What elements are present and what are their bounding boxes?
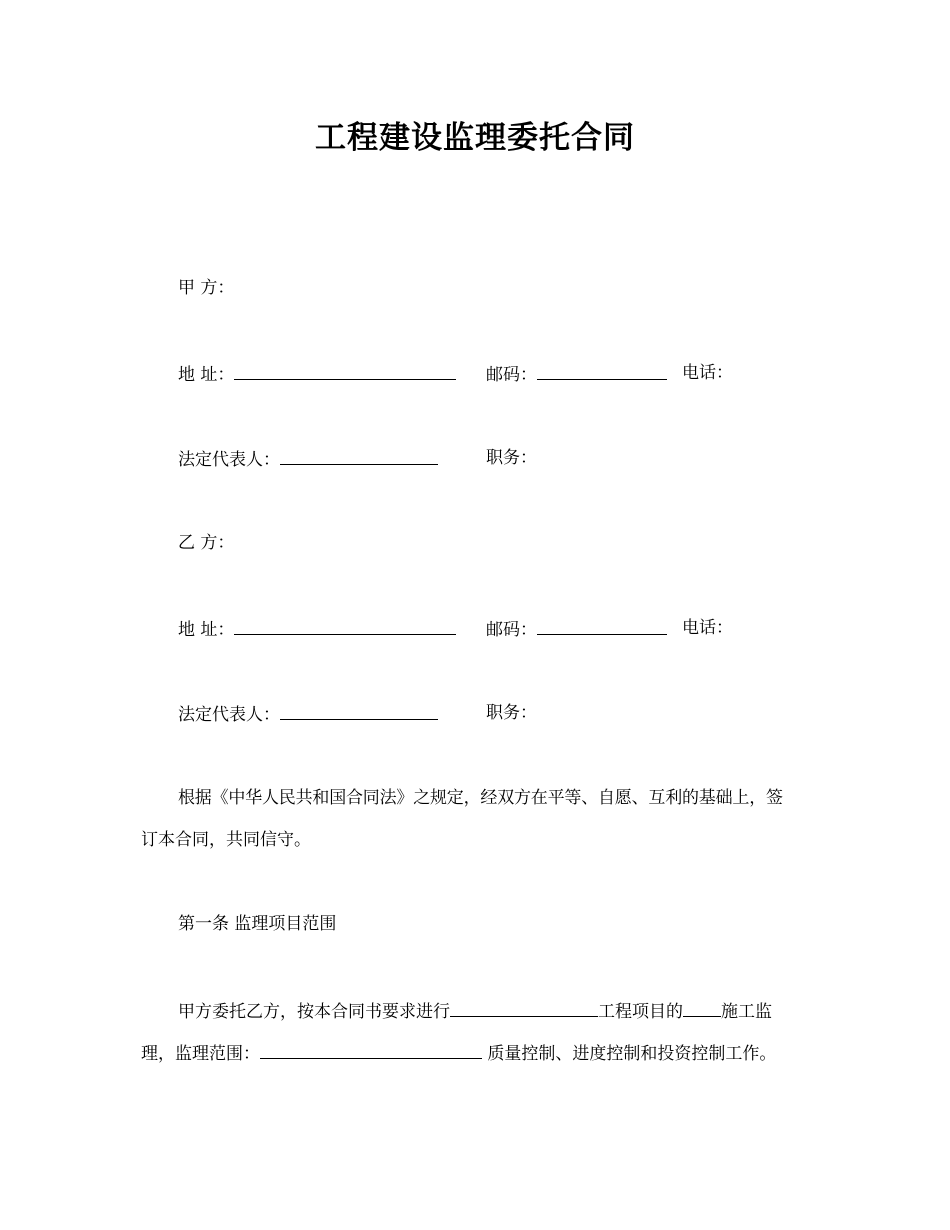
party-b-phone-label: 电话： [682, 618, 733, 638]
party-b-postcode-field[interactable] [537, 616, 667, 635]
article-1-heading: 第一条 监理项目范围 [178, 914, 337, 934]
document-title: 工程建设监理委托合同 [315, 120, 635, 156]
party-a-postcode-label: 邮码： [486, 365, 537, 385]
supervision-scope-field[interactable] [260, 1040, 482, 1059]
party-a-label: 甲 方： [178, 278, 235, 298]
party-b-rep-label: 法定代表人： [178, 705, 280, 725]
supervision-type-field[interactable] [683, 998, 721, 1017]
party-a-rep-field[interactable] [280, 446, 438, 465]
party-b-postcode-label: 邮码： [486, 620, 537, 640]
party-b-address-row [178, 616, 456, 642]
article-1-text-a: 甲方委托乙方，按本合同书要求进行 [178, 1002, 450, 1022]
party-a-postcode-field[interactable] [537, 361, 667, 380]
preamble-line-2: 订本合同，共同信守。 [141, 830, 311, 850]
party-b-rep-field[interactable] [280, 701, 438, 720]
article-1-text-c: 施工监 [721, 1002, 772, 1022]
article-1-text-e: 质量控制、进度控制和投资控制工作。 [482, 1044, 777, 1064]
party-b-postcode-row [486, 616, 667, 642]
party-a-postcode-row [486, 361, 667, 387]
party-a-rep-label: 法定代表人： [178, 450, 280, 470]
party-b-address-label: 地 址： [178, 620, 235, 640]
article-1-line-1 [178, 998, 772, 1024]
party-a-phone-label: 电话： [682, 363, 733, 383]
party-b-position-label: 职务： [486, 703, 537, 723]
party-a-rep-row [178, 446, 438, 472]
party-a-address-label: 地 址： [178, 365, 235, 385]
article-1-text-b: 工程项目的 [598, 1002, 683, 1022]
party-a-address-row [178, 361, 456, 387]
preamble-line-1: 根据《中华人民共和国合同法》之规定，经双方在平等、自愿、互利的基础上，签 [178, 788, 783, 808]
party-a-address-field[interactable] [234, 361, 456, 380]
article-1-text-d: 理，监理范围： [141, 1044, 260, 1064]
party-b-rep-row [178, 701, 438, 727]
party-a-position-label: 职务： [486, 448, 537, 468]
party-b-label: 乙 方： [178, 533, 235, 553]
article-1-line-2 [141, 1040, 776, 1066]
project-name-field[interactable] [450, 998, 598, 1017]
party-b-address-field[interactable] [234, 616, 456, 635]
